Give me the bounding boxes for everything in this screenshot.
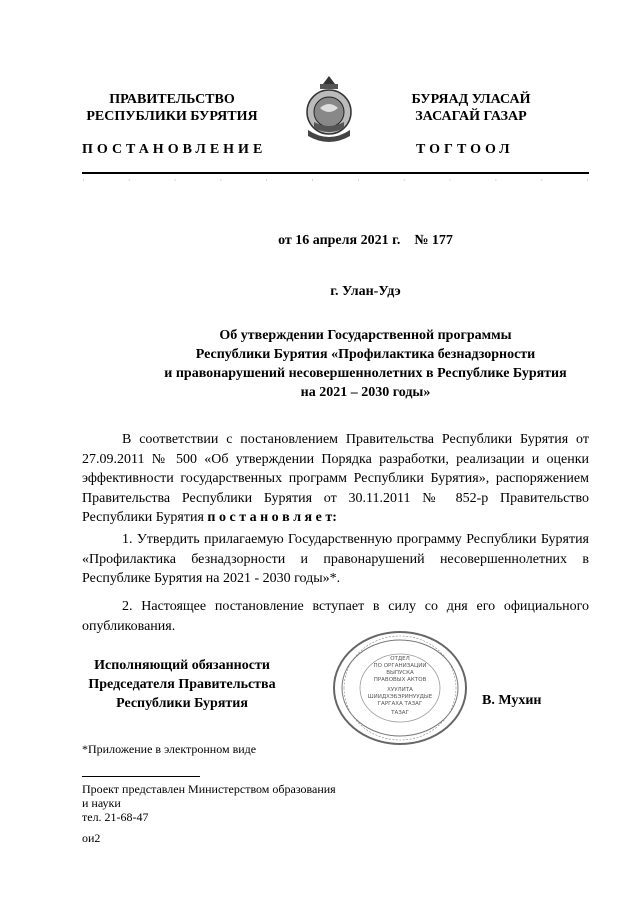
seal-text: ВЫПУСКА [386,670,414,676]
org-name-ru-line1: ПРАВИТЕЛЬСТВО [109,92,235,107]
signatory-name: В. Мухин [482,693,542,708]
official-stamp-seal [330,628,470,748]
position-line: Председателя Правительства [88,677,276,692]
seal-text: ТАЗАГ [391,710,409,716]
header-dotted-line: · · · · · · · · · · · · [82,176,589,185]
footer-code: ои2 [82,831,101,845]
org-name-bur-line1: БУРЯАД УЛАСАЙ [411,92,531,107]
footer-phone: тел. 21-68-47 [82,810,149,824]
footer-line: Проект представлен Министерством образования [82,782,336,796]
header-right-org [396,91,546,125]
footnote: *Приложение в электронном виде [82,742,257,756]
resolution-word: п о с т а н о в л я е т: [207,510,337,525]
position-line: Исполняющий обязанности [94,658,270,673]
item-1: 1. Утвердить прилагаемую Государственную программу Республики Бурятия «Профилактика безнадзорности и правонарушений несовершеннолетних в Республике Бурятия на 2021 - 2030 годы»*. [82,532,589,586]
doc-type-ru: ПОСТАНОВЛЕНИЕ [82,142,267,157]
seal-text: ПО ОРГАНИЗАЦИИ [373,663,427,669]
footer-block [82,782,336,824]
seal-text: ШИИДХЭБЭРИНУУДЫЕ [367,694,433,700]
header-left-org [72,91,272,125]
preamble-text: В соответствии с постановлением Правительства Республики Бурятия от 27.09.2011 № 500 «Об утверждении Порядка разработки, реализации и оценки эффективности государственных программ Республики Бурятия», распоряжением Правительства Республики Бурятия от 30.11.2011 № 852-р Правительство Республики Бурятия [82,432,589,525]
org-name-bur-line2: ЗАСАГАЙ ГАЗАР [415,109,527,124]
item-2: 2. Настоящее постановление вступает в силу со дня его официального опубликования. [82,599,589,634]
seal-text: ХУУЛИТА [387,687,413,693]
title-line: и правонарушений несовершеннолетних в Республике Бурятия [164,366,567,381]
preamble-paragraph [82,430,589,528]
date-and-number: от 16 апреля 2021 г. № 177 [278,233,453,248]
header-divider [82,172,589,174]
seal-text: ГАРГАХА ТАЗАГ [377,701,423,707]
doc-type-bur: ТОГТООЛ [416,142,514,157]
document-title [82,326,589,402]
footer-divider [82,776,200,777]
seal-text: ОТДЕЛ [390,656,410,662]
title-line: на 2021 – 2030 годы» [300,385,431,400]
coat-of-arms-emblem [300,72,358,148]
title-line: Республики Бурятия «Профилактика безнадзорности [195,347,536,362]
seal-text: ПРАВОВЫХ АКТОВ [373,677,427,683]
footer-line: и науки [82,796,121,810]
position-line: Республики Бурятия [116,696,248,711]
title-line: Об утверждении Государственной программы [219,328,512,343]
item-1-paragraph [82,530,589,589]
signatory-position [82,656,282,713]
city: г. Улан-Удэ [330,284,401,299]
org-name-ru-line2: РЕСПУБЛИКИ БУРЯТИЯ [86,109,258,124]
